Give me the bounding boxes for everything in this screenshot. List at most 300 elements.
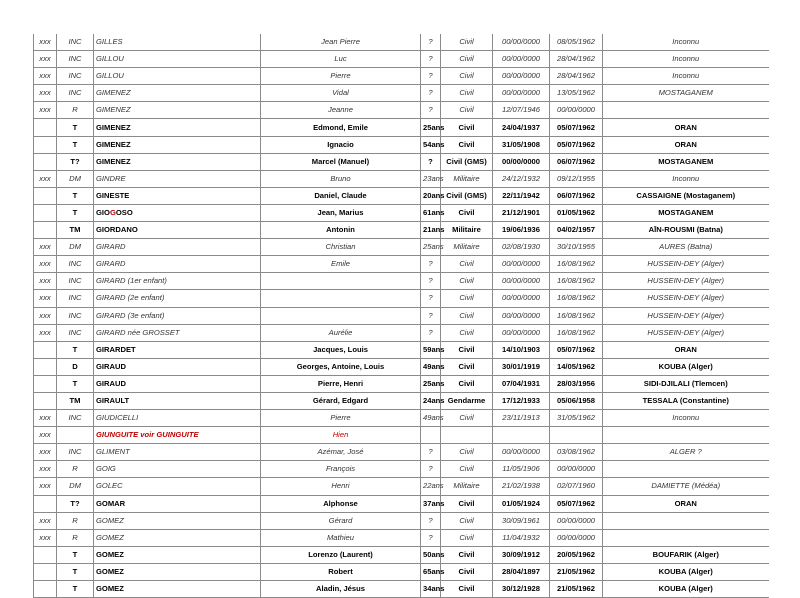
marker-cell: xxx: [34, 427, 57, 444]
status-cell: TM: [57, 392, 94, 409]
status-cell: INC: [57, 51, 94, 68]
surname-cell: GILLOU: [94, 68, 261, 85]
birth-date-cell: 19/06/1936: [493, 222, 550, 239]
place-cell: Inconnu: [603, 68, 769, 85]
birth-date-cell: 00/00/0000: [493, 34, 550, 51]
surname-cell: GIRAUD: [94, 358, 261, 375]
age-cell: ?: [421, 461, 441, 478]
category-cell: Civil: [441, 529, 493, 546]
category-cell: Militaire: [441, 239, 493, 256]
category-cell: Civil: [441, 444, 493, 461]
status-cell: D: [57, 358, 94, 375]
marker-cell: xxx: [34, 512, 57, 529]
firstname-cell: Henri: [261, 478, 421, 495]
firstname-cell: [261, 307, 421, 324]
marker-cell: [34, 358, 57, 375]
status-cell: INC: [57, 290, 94, 307]
death-date-cell: 04/02/1957: [550, 222, 603, 239]
birth-date-cell: 00/00/0000: [493, 85, 550, 102]
firstname-cell: [261, 273, 421, 290]
firstname-cell: Bruno: [261, 170, 421, 187]
category-cell: Civil: [441, 256, 493, 273]
place-cell: [603, 461, 769, 478]
birth-date-cell: 30/01/1919: [493, 358, 550, 375]
category-cell: Civil: [441, 581, 493, 598]
category-cell: Civil: [441, 546, 493, 563]
age-cell: 20ans: [421, 187, 441, 204]
surname-cell: GIMENEZ: [94, 136, 261, 153]
table-row: [34, 204, 769, 221]
marker-cell: xxx: [34, 51, 57, 68]
category-cell: Civil: [441, 512, 493, 529]
marker-cell: xxx: [34, 239, 57, 256]
table-row: [34, 153, 769, 170]
surname-cell: GOMEZ: [94, 512, 261, 529]
category-cell: [441, 427, 493, 444]
birth-date-cell: 12/07/1946: [493, 102, 550, 119]
death-date-cell: 16/08/1962: [550, 256, 603, 273]
death-date-cell: 20/05/1962: [550, 546, 603, 563]
place-cell: Inconnu: [603, 170, 769, 187]
firstname-cell: Aladin, Jésus: [261, 581, 421, 598]
category-cell: Gendarme: [441, 392, 493, 409]
death-date-cell: 13/05/1962: [550, 85, 603, 102]
age-cell: 25ans: [421, 375, 441, 392]
birth-date-cell: 00/00/0000: [493, 51, 550, 68]
status-cell: R: [57, 461, 94, 478]
surname-cell: GILLOU: [94, 51, 261, 68]
table-row: [34, 392, 769, 409]
birth-date-cell: 22/11/1942: [493, 187, 550, 204]
table-row: [34, 290, 769, 307]
birth-date-cell: 00/00/0000: [493, 307, 550, 324]
status-cell: INC: [57, 68, 94, 85]
firstname-cell: Aurélie: [261, 324, 421, 341]
status-cell: R: [57, 102, 94, 119]
death-date-cell: 00/00/0000: [550, 102, 603, 119]
firstname-cell: Marcel (Manuel): [261, 153, 421, 170]
status-cell: INC: [57, 410, 94, 427]
death-date-cell: [550, 427, 603, 444]
birth-date-cell: 02/08/1930: [493, 239, 550, 256]
firstname-cell: Luc: [261, 51, 421, 68]
birth-date-cell: 00/00/0000: [493, 256, 550, 273]
place-cell: KOUBA (Alger): [603, 581, 769, 598]
category-cell: Militaire: [441, 478, 493, 495]
marker-cell: [34, 136, 57, 153]
age-cell: ?: [421, 273, 441, 290]
category-cell: Civil: [441, 461, 493, 478]
birth-date-cell: 07/04/1931: [493, 375, 550, 392]
table-row: [34, 341, 769, 358]
firstname-cell: Pierre: [261, 68, 421, 85]
records-table: [33, 34, 769, 598]
table-row: [34, 444, 769, 461]
status-cell: INC: [57, 444, 94, 461]
place-cell: AĪN-ROUSMI (Batna): [603, 222, 769, 239]
table-row: [34, 461, 769, 478]
marker-cell: xxx: [34, 324, 57, 341]
age-cell: 49ans: [421, 358, 441, 375]
marker-cell: [34, 392, 57, 409]
firstname-cell: Emile: [261, 256, 421, 273]
place-cell: ORAN: [603, 495, 769, 512]
table-row: [34, 85, 769, 102]
place-cell: MOSTAGANEM: [603, 153, 769, 170]
status-cell: TM: [57, 222, 94, 239]
category-cell: Civil: [441, 358, 493, 375]
table-row: [34, 546, 769, 563]
death-date-cell: 16/08/1962: [550, 307, 603, 324]
table-row: [34, 478, 769, 495]
category-cell: Civil (GMS): [441, 153, 493, 170]
death-date-cell: 05/07/1962: [550, 495, 603, 512]
place-cell: [603, 102, 769, 119]
surname-cell: [94, 204, 261, 221]
marker-cell: [34, 495, 57, 512]
marker-cell: [34, 581, 57, 598]
firstname-cell: Alphonse: [261, 495, 421, 512]
table-row: [34, 136, 769, 153]
firstname-cell: Georges, Antoine, Louis: [261, 358, 421, 375]
surname-part: OSO: [115, 207, 133, 217]
place-cell: AURES (Batna): [603, 239, 769, 256]
surname-cell: GOLEC: [94, 478, 261, 495]
surname-cell: GOIG: [94, 461, 261, 478]
category-cell: Civil: [441, 119, 493, 136]
status-cell: INC: [57, 85, 94, 102]
age-cell: ?: [421, 68, 441, 85]
age-cell: ?: [421, 290, 441, 307]
firstname-cell: Hien: [261, 427, 421, 444]
age-cell: ?: [421, 324, 441, 341]
category-cell: Civil: [441, 410, 493, 427]
category-cell: Civil: [441, 85, 493, 102]
marker-cell: xxx: [34, 478, 57, 495]
birth-date-cell: 14/10/1903: [493, 341, 550, 358]
birth-date-cell: 24/04/1937: [493, 119, 550, 136]
surname-cell: GOMEZ: [94, 563, 261, 580]
age-cell: 25ans: [421, 239, 441, 256]
firstname-cell: Antonin: [261, 222, 421, 239]
place-cell: Inconnu: [603, 410, 769, 427]
place-cell: KOUBA (Alger): [603, 563, 769, 580]
status-cell: T?: [57, 153, 94, 170]
table-row: [34, 495, 769, 512]
status-cell: T: [57, 581, 94, 598]
place-cell: MOSTAGANEM: [603, 85, 769, 102]
category-cell: Civil: [441, 273, 493, 290]
status-cell: INC: [57, 256, 94, 273]
surname-cell: GINDRE: [94, 170, 261, 187]
birth-date-cell: 21/02/1938: [493, 478, 550, 495]
category-cell: Civil: [441, 290, 493, 307]
firstname-cell: Jacques, Louis: [261, 341, 421, 358]
place-cell: [603, 512, 769, 529]
category-cell: Civil (GMS): [441, 187, 493, 204]
death-date-cell: 31/05/1962: [550, 410, 603, 427]
status-cell: T?: [57, 495, 94, 512]
death-date-cell: 09/12/1955: [550, 170, 603, 187]
surname-cell: GIRARD (2e enfant): [94, 290, 261, 307]
firstname-cell: Christian: [261, 239, 421, 256]
category-cell: Civil: [441, 495, 493, 512]
marker-cell: xxx: [34, 68, 57, 85]
place-cell: HUSSEIN-DEY (Alger): [603, 324, 769, 341]
death-date-cell: 21/05/1962: [550, 563, 603, 580]
status-cell: T: [57, 204, 94, 221]
firstname-cell: Daniel, Claude: [261, 187, 421, 204]
death-date-cell: 28/03/1956: [550, 375, 603, 392]
place-cell: DAMIETTE (Médéa): [603, 478, 769, 495]
place-cell: SIDI-DJILALI (Tlemcen): [603, 375, 769, 392]
surname-cell: GIRARDET: [94, 341, 261, 358]
firstname-cell: Gérard, Edgard: [261, 392, 421, 409]
category-cell: Civil: [441, 68, 493, 85]
surname-cell: GIRARD (3e enfant): [94, 307, 261, 324]
status-cell: R: [57, 529, 94, 546]
age-cell: ?: [421, 256, 441, 273]
firstname-cell: [261, 290, 421, 307]
age-cell: 65ans: [421, 563, 441, 580]
death-date-cell: 00/00/0000: [550, 529, 603, 546]
death-date-cell: 28/04/1962: [550, 51, 603, 68]
firstname-cell: Jean Pierre: [261, 34, 421, 51]
birth-date-cell: 00/00/0000: [493, 444, 550, 461]
records-table-body: [34, 34, 769, 598]
status-cell: T: [57, 136, 94, 153]
category-cell: Civil: [441, 324, 493, 341]
birth-date-cell: 31/05/1908: [493, 136, 550, 153]
status-cell: DM: [57, 478, 94, 495]
death-date-cell: 01/05/1962: [550, 204, 603, 221]
surname-cell: GIMENEZ: [94, 153, 261, 170]
birth-date-cell: 24/12/1932: [493, 170, 550, 187]
firstname-cell: Ignacio: [261, 136, 421, 153]
age-cell: 34ans: [421, 581, 441, 598]
place-cell: Inconnu: [603, 34, 769, 51]
surname-cell: GILLES: [94, 34, 261, 51]
status-cell: DM: [57, 170, 94, 187]
marker-cell: [34, 119, 57, 136]
table-row: [34, 102, 769, 119]
table-row: [34, 307, 769, 324]
status-cell: R: [57, 512, 94, 529]
status-cell: T: [57, 341, 94, 358]
firstname-cell: Gérard: [261, 512, 421, 529]
death-date-cell: 02/07/1960: [550, 478, 603, 495]
category-cell: Civil: [441, 34, 493, 51]
birth-date-cell: 23/11/1913: [493, 410, 550, 427]
firstname-cell: Lorenzo (Laurent): [261, 546, 421, 563]
surname-cell: GIRAULT: [94, 392, 261, 409]
marker-cell: xxx: [34, 461, 57, 478]
place-cell: HUSSEIN-DEY (Alger): [603, 273, 769, 290]
birth-date-cell: [493, 427, 550, 444]
table-row: [34, 119, 769, 136]
status-cell: DM: [57, 239, 94, 256]
status-cell: INC: [57, 324, 94, 341]
status-cell: [57, 427, 94, 444]
firstname-cell: Robert: [261, 563, 421, 580]
category-cell: Civil: [441, 375, 493, 392]
age-cell: 22ans: [421, 478, 441, 495]
status-cell: INC: [57, 273, 94, 290]
place-cell: KOUBA (Alger): [603, 358, 769, 375]
table-row: [34, 512, 769, 529]
surname-cell: GIMENEZ: [94, 102, 261, 119]
table-row: [34, 529, 769, 546]
age-cell: ?: [421, 307, 441, 324]
category-cell: Civil: [441, 563, 493, 580]
age-cell: 24ans: [421, 392, 441, 409]
marker-cell: xxx: [34, 290, 57, 307]
death-date-cell: 08/05/1962: [550, 34, 603, 51]
table-row: [34, 51, 769, 68]
category-cell: Civil: [441, 204, 493, 221]
death-date-cell: 16/08/1962: [550, 324, 603, 341]
birth-date-cell: 28/04/1897: [493, 563, 550, 580]
death-date-cell: 06/07/1962: [550, 187, 603, 204]
death-date-cell: 21/05/1962: [550, 581, 603, 598]
surname-cell: GIRAUD: [94, 375, 261, 392]
age-cell: 59ans: [421, 341, 441, 358]
table-row: [34, 170, 769, 187]
age-cell: 61ans: [421, 204, 441, 221]
birth-date-cell: 00/00/0000: [493, 153, 550, 170]
table-row: [34, 239, 769, 256]
birth-date-cell: 00/00/0000: [493, 273, 550, 290]
place-cell: ALGER ?: [603, 444, 769, 461]
age-cell: ?: [421, 529, 441, 546]
table-row: [34, 273, 769, 290]
surname-cell: GIRARD: [94, 256, 261, 273]
death-date-cell: 05/07/1962: [550, 136, 603, 153]
surname-cell: GIMENEZ: [94, 85, 261, 102]
surname-cell: GOMEZ: [94, 581, 261, 598]
surname-part: GIO: [96, 207, 110, 217]
marker-cell: xxx: [34, 34, 57, 51]
place-cell: [603, 427, 769, 444]
status-cell: T: [57, 546, 94, 563]
table-row: [34, 256, 769, 273]
table-row: [34, 427, 769, 444]
marker-cell: xxx: [34, 307, 57, 324]
surname-cell: GIUDICELLI: [94, 410, 261, 427]
table-row: [34, 187, 769, 204]
death-date-cell: 28/04/1962: [550, 68, 603, 85]
birth-date-cell: 00/00/0000: [493, 68, 550, 85]
surname-cell: GIRARD née GROSSET: [94, 324, 261, 341]
status-cell: INC: [57, 34, 94, 51]
age-cell: ?: [421, 512, 441, 529]
place-cell: TESSALA (Constantine): [603, 392, 769, 409]
age-cell: ?: [421, 153, 441, 170]
age-cell: 49ans: [421, 410, 441, 427]
marker-cell: xxx: [34, 444, 57, 461]
surname-cell: GIORDANO: [94, 222, 261, 239]
table-row: [34, 581, 769, 598]
category-cell: Civil: [441, 307, 493, 324]
category-cell: Militaire: [441, 170, 493, 187]
table-row: [34, 563, 769, 580]
marker-cell: xxx: [34, 410, 57, 427]
place-cell: HUSSEIN-DEY (Alger): [603, 307, 769, 324]
place-cell: ORAN: [603, 119, 769, 136]
firstname-cell: Pierre, Henri: [261, 375, 421, 392]
age-cell: 25ans: [421, 119, 441, 136]
category-cell: Militaire: [441, 222, 493, 239]
age-cell: 37ans: [421, 495, 441, 512]
marker-cell: [34, 187, 57, 204]
marker-cell: xxx: [34, 170, 57, 187]
surname-cell: GINESTE: [94, 187, 261, 204]
marker-cell: xxx: [34, 85, 57, 102]
age-cell: 21ans: [421, 222, 441, 239]
death-date-cell: 00/00/0000: [550, 461, 603, 478]
age-cell: ?: [421, 34, 441, 51]
marker-cell: [34, 546, 57, 563]
death-date-cell: 00/00/0000: [550, 512, 603, 529]
surname-cell: GIRARD (1er enfant): [94, 273, 261, 290]
table-row: [34, 68, 769, 85]
surname-cell: GOMEZ: [94, 546, 261, 563]
birth-date-cell: 30/12/1928: [493, 581, 550, 598]
age-cell: 23ans: [421, 170, 441, 187]
category-cell: Civil: [441, 341, 493, 358]
marker-cell: [34, 375, 57, 392]
table-row: [34, 375, 769, 392]
death-date-cell: 14/05/1962: [550, 358, 603, 375]
place-cell: BOUFARIK (Alger): [603, 546, 769, 563]
place-cell: HUSSEIN-DEY (Alger): [603, 256, 769, 273]
firstname-cell: Edmond, Emile: [261, 119, 421, 136]
death-date-cell: 05/06/1958: [550, 392, 603, 409]
death-date-cell: 05/07/1962: [550, 119, 603, 136]
firstname-cell: François: [261, 461, 421, 478]
table-row: [34, 324, 769, 341]
death-date-cell: 30/10/1955: [550, 239, 603, 256]
marker-cell: [34, 222, 57, 239]
birth-date-cell: 00/00/0000: [493, 290, 550, 307]
death-date-cell: 05/07/1962: [550, 341, 603, 358]
surname-cell: GOMEZ: [94, 529, 261, 546]
table-row: [34, 410, 769, 427]
birth-date-cell: 30/09/1912: [493, 546, 550, 563]
birth-date-cell: 17/12/1933: [493, 392, 550, 409]
table-row: [34, 34, 769, 51]
table-row: [34, 358, 769, 375]
surname-cell: GIRARD: [94, 239, 261, 256]
place-cell: CASSAIGNE (Mostaganem): [603, 187, 769, 204]
age-cell: ?: [421, 102, 441, 119]
surname-highlight: G: [109, 207, 116, 217]
firstname-cell: Mathieu: [261, 529, 421, 546]
firstname-cell: Vidal: [261, 85, 421, 102]
marker-cell: xxx: [34, 273, 57, 290]
firstname-cell: Pierre: [261, 410, 421, 427]
place-cell: [603, 529, 769, 546]
birth-date-cell: 21/12/1901: [493, 204, 550, 221]
status-cell: T: [57, 187, 94, 204]
marker-cell: [34, 341, 57, 358]
status-cell: T: [57, 375, 94, 392]
status-cell: INC: [57, 307, 94, 324]
surname-cell: GOMAR: [94, 495, 261, 512]
age-cell: 54ans: [421, 136, 441, 153]
age-cell: ?: [421, 85, 441, 102]
place-cell: HUSSEIN-DEY (Alger): [603, 290, 769, 307]
